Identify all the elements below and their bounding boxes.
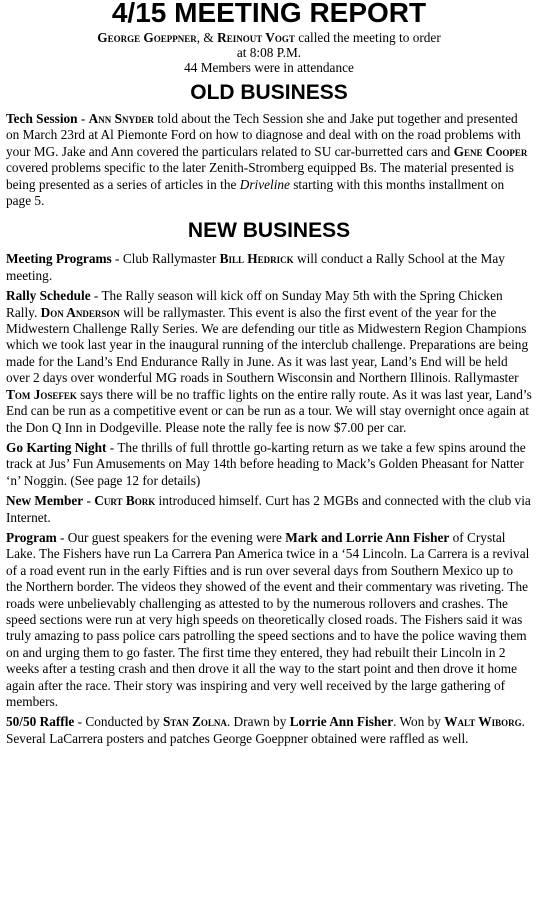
meeting-programs-dash: - (111, 251, 123, 267)
intro-attendance: 44 Members were in attendance (184, 60, 354, 75)
go-karting-paragraph (6, 440, 532, 489)
old-business-heading: OLD BUSINESS (190, 81, 348, 104)
new-member-label: New Member (6, 493, 84, 509)
raffle-text-3: . Won by (393, 714, 445, 730)
tech-session-name-2: Gene Cooper (453, 143, 528, 159)
tech-session-label: Tech Session (6, 111, 78, 126)
intro-separator: , & (196, 30, 218, 45)
raffle-text-2: . Drawn by (226, 714, 290, 730)
rally-schedule-text-2: will be rallymaster. This event is also the first event of the year for the Midwestern Challenge Rally Series. We are defending our title as Midwestern Region Champions which we took last year in the inaugural running of the interclub challenge. Preparations are being made for the Land’s End Endurance Rally in June. As it was last year, Land’s End will be held over 2 days over wonderful MG roads in Southern Wisconsin and Northern Illinois. Rallymaster (6, 304, 529, 386)
program-text-1: Our guest speakers for the evening were (67, 529, 286, 545)
new-member-paragraph (6, 493, 532, 526)
rally-schedule-text-3: says there will be no traffic lights on the entire rally route. As it was last year, Land’s End can be run as a competitive event or can be run as a tour. We will stay overnight once again at the Don Q Inn in Dodgeville. Please note the rally fee is now $7.00 per car. (6, 386, 532, 435)
meeting-programs-name-1: Bill Hedrick (219, 251, 294, 267)
go-karting-label: Go Karting Night (6, 439, 107, 455)
tech-session-text-2: covered problems specific to the later Zenith-Stromberg equipped Bs. The material presented is being presented as a series of articles in the (6, 160, 514, 192)
presider-name-2: Reinout Vogt (217, 30, 295, 45)
new-business-heading: NEW BUSINESS (187, 219, 351, 243)
program-text-2: of Crystal Lake. The Fishers have run La Carrera Pan America twice in a ‘54 Lincoln. La Carrera is a revival of a road event run in the early Fifties and is run over several days from Southern Mexico up to the Northern border. The videos they showed of the event and their commentary was riveting. The roads were unbelievably challenging as attested to by the numerous rollovers and crashes. The speed sections were run at very high speeds on theoretically closed roads. The Fishers said it was truly amazing to pass police cars patrolling the speed sections and to have the police waving them on and urging them to go faster. The first time they entered, they had rebuilt their Lincoln in 2 weeks after a testing crash and then drove it all the way to the start point and then drove it home again after the race. Their story was inspiring and very well received by the large gathering of members. (6, 529, 530, 709)
tech-session-text-1: told about the Tech Session she and Jake put together and presented on March 23rd at Al Piemonte Ford on how to diagnose and deal with on the road problems with your MG. Jake and Ann covered the particulars related to SU car-burretted cars and (6, 111, 521, 159)
intro-time: at 8:08 P.M. (236, 45, 302, 60)
program-dash: - (56, 529, 68, 545)
driveline-publication: Driveline (239, 176, 290, 192)
raffle-dash: - (74, 714, 86, 730)
meeting-programs-label: Meeting Programs (6, 251, 112, 267)
new-member-name-1: Curt Bork (94, 493, 156, 509)
tech-session-name-1: Ann Snyder (88, 111, 154, 126)
program-label: Program (6, 529, 57, 545)
go-karting-text-1: The thrills of full throttle go-karting return as we take a few spins around the track at Jus’ Fun Amusements on May 14th before heading to Mack’s Golden Pheasant for Natter ‘n’ Noggin. (See page 12 for details) (6, 439, 526, 488)
rally-schedule-dash: - (90, 288, 102, 304)
tech-session-paragraph (6, 111, 532, 209)
rally-schedule-name-2: Tom Josefek (6, 386, 77, 402)
program-paragraph (6, 530, 532, 710)
raffle-text-1: Conducted by (85, 714, 163, 730)
new-member-dash: - (83, 493, 95, 509)
raffle-name-3: Walt Wiborg (444, 714, 522, 730)
tech-session-text-3: starting with this months installment on page 5. (6, 176, 505, 209)
intro-called-text: called the meeting to order (294, 30, 441, 45)
meeting-intro (6, 30, 532, 75)
raffle-label: 50/50 Raffle (6, 714, 75, 730)
tech-session-dash: - (77, 111, 89, 126)
raffle-name-2: Lorrie Ann Fisher (289, 714, 394, 730)
meeting-programs-paragraph (6, 251, 532, 284)
meeting-programs-text-1: Club Rallymaster (122, 251, 220, 267)
new-member-text-1: introduced himself. Curt has 2 MGBs and connected with the club via Internet. (6, 493, 531, 525)
intro-line-1 (6, 30, 532, 45)
rally-schedule-paragraph (6, 288, 532, 436)
raffle-name-1: Stan Zolna (162, 714, 227, 730)
report-title: 4/15 MEETING REPORT (111, 0, 427, 28)
rally-schedule-text-1: The Rally season will kick off on Sunday May 5th with the Spring Chicken Rally. (6, 288, 503, 320)
raffle-text-4: . Several LaCarrera posters and patches George Goeppner obtained were raffled as well. (6, 714, 525, 746)
meeting-programs-text-2: will conduct a Rally School at the May meeting. (6, 251, 505, 283)
presider-name-1: George Goeppner (97, 30, 197, 45)
go-karting-dash: - (106, 439, 118, 455)
raffle-paragraph (6, 714, 532, 747)
rally-schedule-label: Rally Schedule (6, 288, 91, 304)
program-speakers: Mark and Lorrie Ann Fisher (285, 529, 450, 545)
rally-schedule-name-1: Don Anderson (40, 304, 120, 320)
